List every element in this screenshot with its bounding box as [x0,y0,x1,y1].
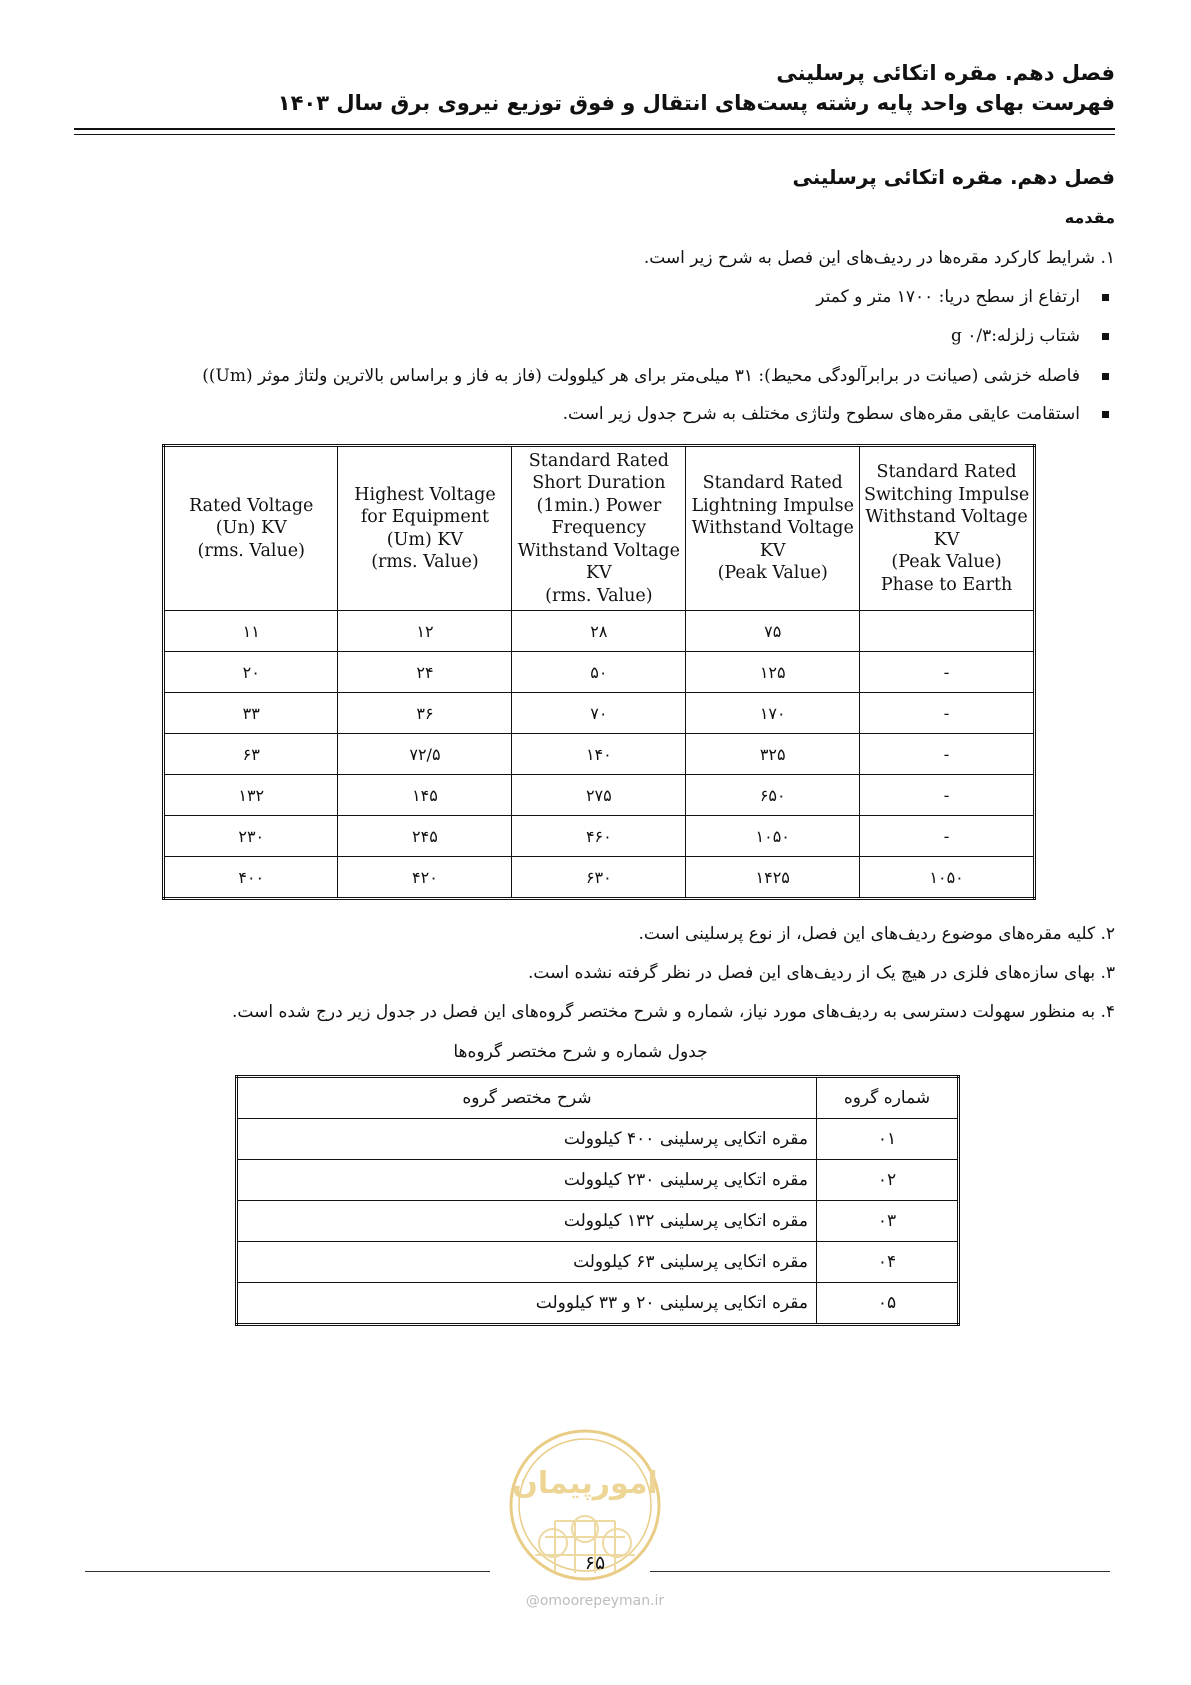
bullet-item: فاصله خزشی (صیانت در برابرآلودگی محیط): ۳۱ میلی‌متر برای هر کیلوولت (فاز به فاز و براساس بالاترین ولتاژ موثر (Um)) [202,366,1115,386]
column-header-line: (Um) KV [386,529,464,550]
table-header-row [164,446,1035,611]
table-cell: - [860,693,1035,734]
table-row [164,611,1035,652]
table-cell: ۶۳ [164,734,338,775]
column-header-line: KV [585,563,612,584]
column-header-line: Withstand Voltage [517,540,680,561]
table-cell: ۲۳۰ [164,816,338,857]
table-cell: - [860,775,1035,816]
column-header-line: Standard Rated [876,462,1017,482]
table-row [237,1201,959,1242]
table-row [164,816,1035,857]
table-cell: ۲۴۵ [338,816,512,857]
column-header-line: (rms. Value) [371,552,479,572]
bullet-square-icon [1102,411,1109,418]
table-cell: - [860,816,1035,857]
table-cell: ۲۰ [164,652,338,693]
column-header-line: Phase to Earth [880,574,1013,595]
table-cell: ۷۵ [686,611,860,652]
column-header-line: for Equipment [360,507,490,527]
paragraph-3: ۳. بهای سازه‌های فلزی در هیچ یک از ردیف‌های این فصل در نظر گرفته نشده است. [528,963,1115,983]
bullet-square-icon [1102,294,1109,301]
table-cell: ۳۶ [338,693,512,734]
table-row [237,1283,959,1325]
table-row [237,1119,959,1160]
insulation-voltage-table [162,444,1036,900]
table-row [164,775,1035,816]
table-cell: ۷۰ [512,693,686,734]
column-header-line: Withstand Voltage [865,507,1028,527]
header-chapter: فصل دهم. مقره اتکائی پرسلینی [776,61,1115,85]
table-cell: ۲۷۵ [512,775,686,816]
table-cell: ۱۴۵ [338,775,512,816]
header-group-desc: شرح مختصر گروه [237,1077,817,1119]
column-header [512,446,686,611]
table-cell: ۱۲۵ [686,652,860,693]
column-header-line: (Peak Value) [891,552,1002,572]
table-row [237,1160,959,1201]
table-cell: - [860,734,1035,775]
bullet-item: ارتفاع از سطح دریا: ۱۷۰۰ متر و کمتر [816,287,1115,307]
table-cell [860,611,1035,652]
column-header [686,446,860,611]
page-header [76,58,1115,118]
column-header-line: Switching Impulse [863,484,1030,505]
bullet-item: استقامت عایقی مقره‌های سطوح ولتاژی مختلف به شرح جدول زیر است. [563,404,1115,424]
table-row [237,1242,959,1283]
column-header-line: Standard Rated [528,450,669,471]
table-cell: ۳۲۵ [686,734,860,775]
table-cell: ۲۴ [338,652,512,693]
group-description: مقره اتکایی پرسلینی ۲۳۰ کیلوولت [237,1160,817,1201]
bullet-item: شتاب زلزله:g ۰/۳ [951,326,1115,346]
group-description: مقره اتکایی پرسلینی ۶۳ کیلوولت [237,1242,817,1283]
column-header-line: KV [759,540,786,561]
group-description: مقره اتکایی پرسلینی ۱۳۲ کیلوولت [237,1201,817,1242]
column-header-line: Short Duration [532,473,666,494]
table-cell: ۱۴۲۵ [686,857,860,899]
groups-table [235,1075,960,1326]
page-number: ۶۵ [584,1552,606,1574]
column-header-line: (1min.) Power [536,495,662,516]
group-number: ۰۵ [817,1283,959,1325]
column-header-line: Standard Rated [702,473,843,494]
column-header [338,446,512,611]
table-cell: ۱۲ [338,611,512,652]
header-group-number: شماره گروه [817,1077,959,1119]
column-header-line: Withstand Voltage [691,518,854,539]
table-cell: ۴۲۰ [338,857,512,899]
column-header-line: KV [933,529,960,550]
table-row [164,652,1035,693]
table-cell: ۶۵۰ [686,775,860,816]
table-cell: ۱۰۵۰ [860,857,1035,899]
table-row [164,734,1035,775]
column-header-line: Rated Voltage [189,495,314,516]
column-header-line: (rms. Value) [197,540,305,561]
table-cell: ۴۰۰ [164,857,338,899]
group-number: ۰۳ [817,1201,959,1242]
table-row [164,693,1035,734]
header-rule-thick [74,128,1115,130]
table-cell: ۱۴۰ [512,734,686,775]
table-cell: ۶۳۰ [512,857,686,899]
column-header-line: Highest Voltage [354,484,496,505]
paragraph-4: ۴. به منظور سهولت دسترسی به ردیف‌های مورد نیاز، شماره و شرح مختصر گروه‌های این فصل در جدول زیر درج شده است. [232,1002,1115,1022]
column-header [164,446,338,611]
table-cell: ۵۰ [512,652,686,693]
group-description: مقره اتکایی پرسلینی ۴۰۰ کیلوولت [237,1119,817,1160]
bullet-square-icon [1102,373,1109,380]
column-header-line: (Un) KV [215,518,287,539]
bullet-square-icon [1102,333,1109,340]
group-number: ۰۱ [817,1119,959,1160]
section-subtitle: مقدمه [1064,208,1115,227]
footer-rule-left [85,1571,490,1572]
column-header-line: Lightning Impulse [691,495,854,516]
table-cell: ۱۳۲ [164,775,338,816]
table-cell: ۱۰۵۰ [686,816,860,857]
group-description: مقره اتکایی پرسلینی ۲۰ و ۳۳ کیلوولت [237,1283,817,1325]
column-header-line: (Peak Value) [717,563,828,584]
table-cell: ۲۸ [512,611,686,652]
groups-table-caption: جدول شماره و شرح مختصر گروه‌ها [453,1042,708,1062]
table-cell: ۴۶۰ [512,816,686,857]
table-row [164,857,1035,899]
column-header-line: Frequency [551,518,647,539]
section-title: فصل دهم. مقره اتکائی پرسلینی [792,165,1115,189]
table-cell: ۳۳ [164,693,338,734]
column-header [860,446,1035,611]
footer-website: @omoorepeyman.ir [525,1593,665,1609]
footer-rule-right [650,1571,1110,1572]
header-catalog-title: فهرست بهای واحد پایه رشته پست‌های انتقال و فوق توزیع نیروی برق سال ۱۴۰۳ [277,91,1115,115]
group-number: ۰۲ [817,1160,959,1201]
paragraph-2: ۲. کلیه مقره‌های موضوع ردیف‌های این فصل، از نوع پرسلینی است. [638,924,1115,944]
table-cell: ۷۲/۵ [338,734,512,775]
header-rule-thin [74,134,1115,135]
group-number: ۰۴ [817,1242,959,1283]
table-cell: - [860,652,1035,693]
column-header-line: (rms. Value) [545,585,653,606]
table-cell: ۱۷۰ [686,693,860,734]
table-header-row [237,1077,959,1119]
table-cell: ۱۱ [164,611,338,652]
svg-text:امورپیمان: امورپیمان [512,1466,658,1501]
paragraph-1: ۱. شرایط کارکرد مقره‌ها در ردیف‌های این فصل به شرح زیر است. [643,248,1115,268]
